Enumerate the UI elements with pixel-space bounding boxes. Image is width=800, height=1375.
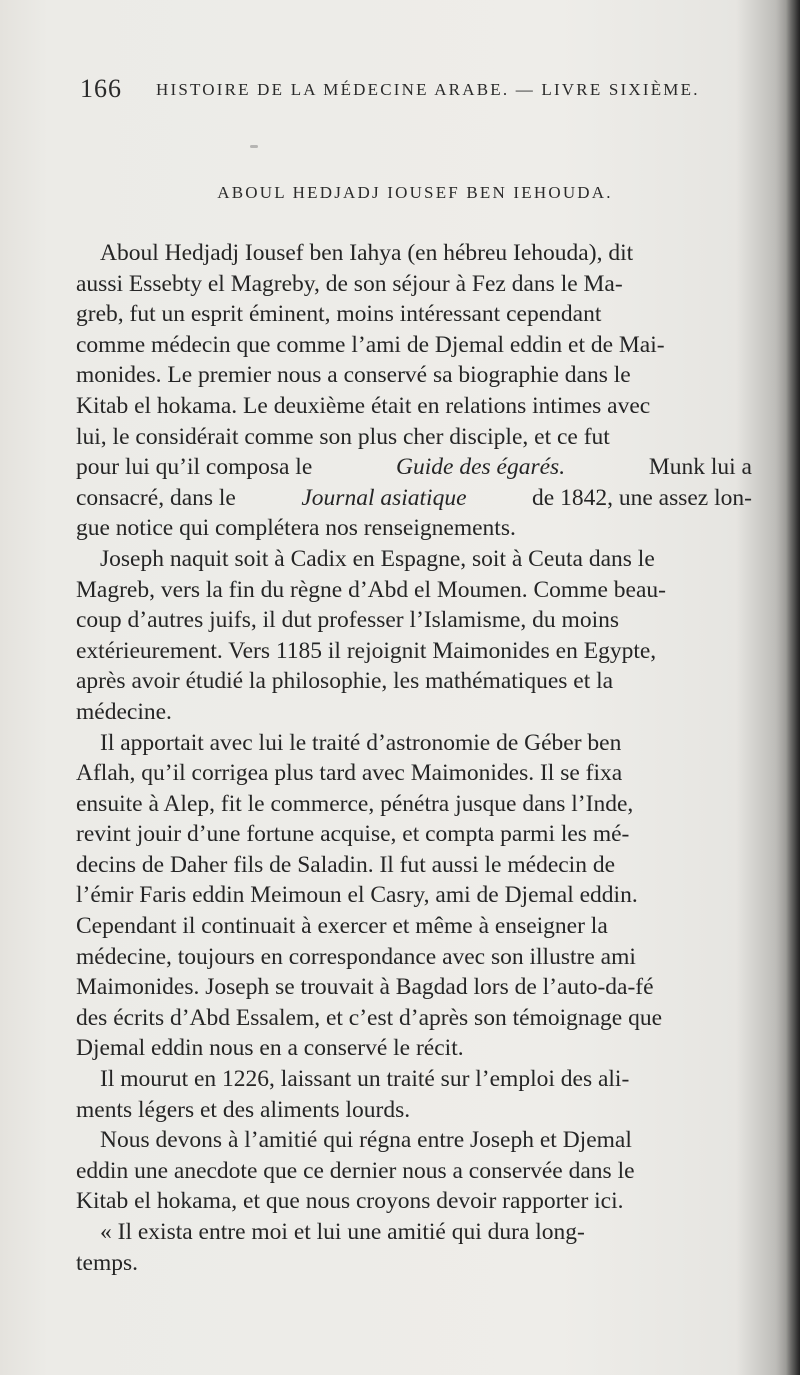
text-line: « Il exista entre moi et lui une amitié qui dura long- [100,1219,585,1245]
page-header [80,74,760,106]
text-line: ensuite à Alep, fit le commerce, pénétra jusque dans l’Inde, [76,790,634,817]
text-line: Il mourut en 1226, laissant un traité sur l’emploi des ali- [100,1066,630,1093]
italic-title: Journal asiatique [301,484,467,511]
text-line: eddin une anecdote que ce dernier nous a conservée dans le [76,1157,635,1184]
page-number: 166 [80,74,122,103]
text-line: Kitab el hokama. Le deuxième était en relations intimes avec [76,392,651,419]
text-line: decins de Daher fils de Saladin. Il fut aussi le médecin de [76,851,616,878]
text-line: extérieurement. Vers 1185 il rejoignit Maimonides en Egypte, [76,637,657,664]
text-line: Il apportait avec lui le traité d’astronomie de Géber ben [100,729,622,756]
text-line: Aflah, qu’il corrigea plus tard avec Maimonides. Il se fixa [76,760,623,787]
text-line: temps. [76,1249,139,1276]
text-line: l’émir Faris eddin Meimoun el Casry, ami de Djemal eddin. [76,882,638,909]
page-edge-shadow [786,0,800,1375]
text-line: pour lui qu’il composa le Guide des égarés. Munk lui a [76,452,752,483]
text-line: lui, le considérait comme son plus cher disciple, et ce fut [76,423,610,450]
text-line: revint jouir d’une fortune acquise, et compta parmi les mé- [76,821,630,848]
text-line: comme médecin que comme l’ami de Djemal eddin et de Mai- [76,331,665,358]
section-title: ABOUL HEDJADJ IOUSEF BEN IEHOUDA. [217,183,613,202]
italic-title: Guide des égarés. [396,454,566,481]
text-line: monides. Le premier nous a conservé sa biographie dans le [76,362,631,389]
text-line: consacré, dans le Journal asiatique de 1842, une assez lon- [76,483,752,514]
text-line: après avoir étudié la philosophie, les mathématiques et la [76,668,614,695]
body-text [76,238,752,1278]
text-line: Nous devons à l’amitié qui régna entre Joseph et Djemal [100,1127,632,1154]
running-head: HISTOIRE DE LA MÉDECINE ARABE. — LIVRE SIXIÈME. [156,80,700,99]
text-line: coup d’autres juifs, il dut professer l’Islamisme, du moins [76,607,620,634]
text-line: ments légers et des aliments lourds. [76,1096,411,1123]
text-line: des écrits d’Abd Essalem, et c’est d’après son témoignage que [76,1004,663,1031]
text-line: Kitab el hokama, et que nous croyons devoir rapporter ici. [76,1188,624,1215]
text-line: greb, fut un esprit éminent, moins intéressant cependant [76,301,602,328]
text-line: gue notice qui complétera nos renseignements. [76,515,516,542]
text-line: Aboul Hedjadj Iousef ben Iahya (en hébreu Iehouda), dit [100,240,634,266]
ink-smudge [250,145,258,148]
text-line: aussi Essebty el Magreby, de son séjour à Fez dans le Ma- [76,270,623,297]
text-line: Djemal eddin nous en a conservé le récit. [76,1035,464,1062]
text-line: médecine. [76,698,172,725]
text-line: Magreb, vers la fin du règne d’Abd el Moumen. Comme beau- [76,576,666,603]
text-line: Joseph naquit soit à Cadix en Espagne, soit à Ceuta dans le [100,545,655,572]
text-line: médecine, toujours en correspondance avec son illustre ami [76,943,636,970]
text-line: Cependant il continuait à exercer et même à enseigner la [76,913,608,940]
text-line: Maimonides. Joseph se trouvait à Bagdad lors de l’auto-da-fé [76,974,654,1001]
